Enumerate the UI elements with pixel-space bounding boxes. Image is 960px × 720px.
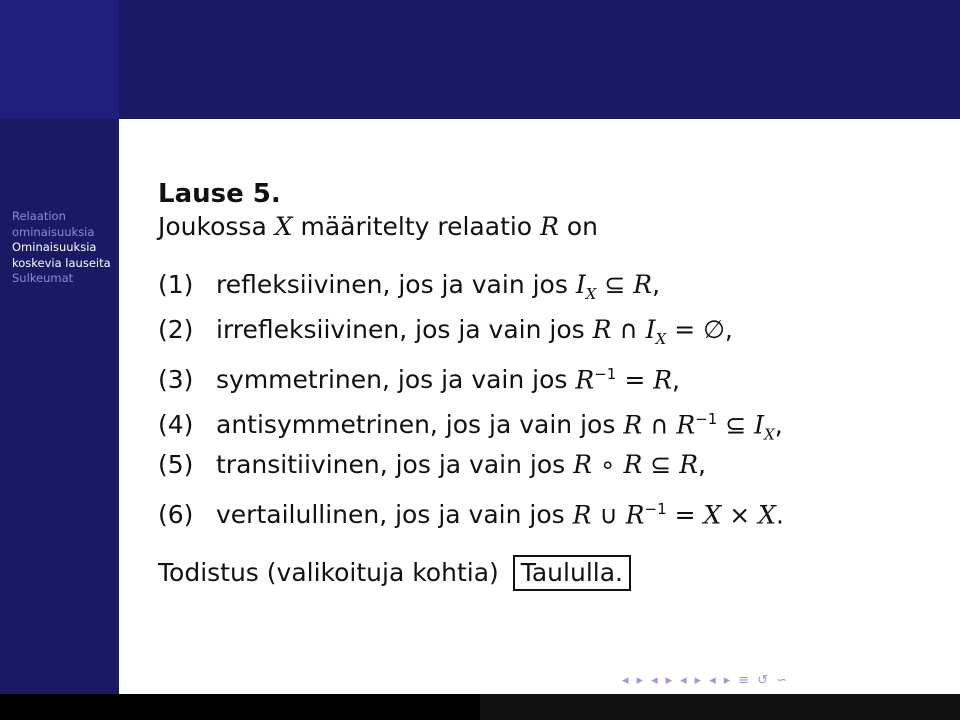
- property-total: [158, 487, 940, 532]
- nav-item-relaation[interactable]: Relaation: [12, 209, 66, 223]
- nav-item-ominaisuuksia[interactable]: ominaisuuksia: [12, 224, 95, 239]
- sidebar: [0, 119, 119, 694]
- nav-item-current[interactable]: Ominaisuuksia: [12, 240, 97, 254]
- nav-toc-icon[interactable]: ≡: [738, 672, 750, 688]
- nav-prev-section-icon[interactable]: ◂: [680, 672, 687, 688]
- nav-next-subsection-icon[interactable]: ▸: [665, 672, 673, 688]
- nav-item-sulkeumat[interactable]: Sulkeumat: [12, 271, 74, 285]
- nav-item-current-cont[interactable]: koskevia lauseita: [12, 255, 111, 270]
- item-number: (4): [158, 410, 194, 440]
- top-bar: [0, 0, 960, 119]
- item-text: symmetrinen, jos ja vain jos: [216, 365, 568, 395]
- nav-prev-subsection-icon[interactable]: ◂: [651, 672, 658, 688]
- formula-symmetric: $R^{-1} = R$,: [575, 365, 680, 395]
- proof-text: Todistus (valikoituja kohtia): [158, 558, 499, 587]
- formula-antisymmetric: R ∩ $R^{-1}$ ⊆ $I_X$,: [623, 410, 783, 444]
- item-number: (2): [158, 315, 194, 344]
- property-transitive: [158, 442, 940, 487]
- formula-transitive: R ∘ R ⊆ R,: [573, 450, 706, 479]
- property-list: [158, 262, 940, 532]
- theorem-title: Lause 5.: [158, 179, 281, 209]
- beamer-navigation-symbols: [622, 670, 787, 690]
- proof-line: [158, 554, 940, 592]
- nav-next-section-icon[interactable]: ▸: [694, 672, 702, 688]
- slide-content: [158, 178, 940, 592]
- item-text: transitiivinen, jos ja vain jos: [216, 450, 566, 479]
- nav-next-doc-icon[interactable]: ▸: [723, 672, 731, 688]
- item-number: (6): [158, 500, 194, 530]
- formula-total: R ∪ $R^{-1} = X \times X$.: [572, 500, 784, 530]
- theorem-intro: [158, 210, 940, 244]
- property-reflexive: [158, 262, 940, 307]
- item-text: irrefleksiivinen, jos ja vain jos: [216, 315, 585, 344]
- nav-search-icon[interactable]: ∽: [776, 672, 787, 688]
- intro-text-middle: määritelty relaatio: [292, 212, 541, 241]
- item-number: (1): [158, 270, 194, 299]
- bottom-bar: [0, 694, 960, 720]
- intro-set-x: X: [274, 212, 293, 241]
- intro-text-suffix: on: [558, 212, 598, 241]
- intro-text: Joukossa: [158, 212, 275, 241]
- nav-prev-doc-icon[interactable]: ◂: [709, 672, 716, 688]
- property-antisymmetric: [158, 397, 940, 442]
- formula-irreflexive: R ∩ $I_X$ = ∅,: [592, 315, 733, 348]
- item-number: (3): [158, 365, 194, 395]
- top-left-corner: [0, 0, 119, 119]
- nav-back-icon[interactable]: ↺: [757, 672, 769, 688]
- bottom-bar-left: [0, 694, 480, 720]
- proof-boxed-note: Taululla.: [513, 555, 631, 591]
- sidebar-navigation: [12, 209, 116, 287]
- nav-prev-frame-icon[interactable]: ◂: [622, 672, 629, 688]
- nav-next-frame-icon[interactable]: ▸: [636, 672, 644, 688]
- intro-relation-r: R: [540, 212, 559, 241]
- property-symmetric: [158, 352, 940, 397]
- item-number: (5): [158, 450, 194, 479]
- bottom-bar-right: [480, 694, 960, 720]
- item-text: vertailullinen, jos ja vain jos: [216, 500, 565, 530]
- item-text: antisymmetrinen, jos ja vain jos: [216, 410, 616, 440]
- formula-reflexive: $I_X$ ⊆ R,: [575, 270, 661, 303]
- property-irreflexive: [158, 307, 940, 352]
- item-text: refleksiivinen, jos ja vain jos: [216, 270, 568, 299]
